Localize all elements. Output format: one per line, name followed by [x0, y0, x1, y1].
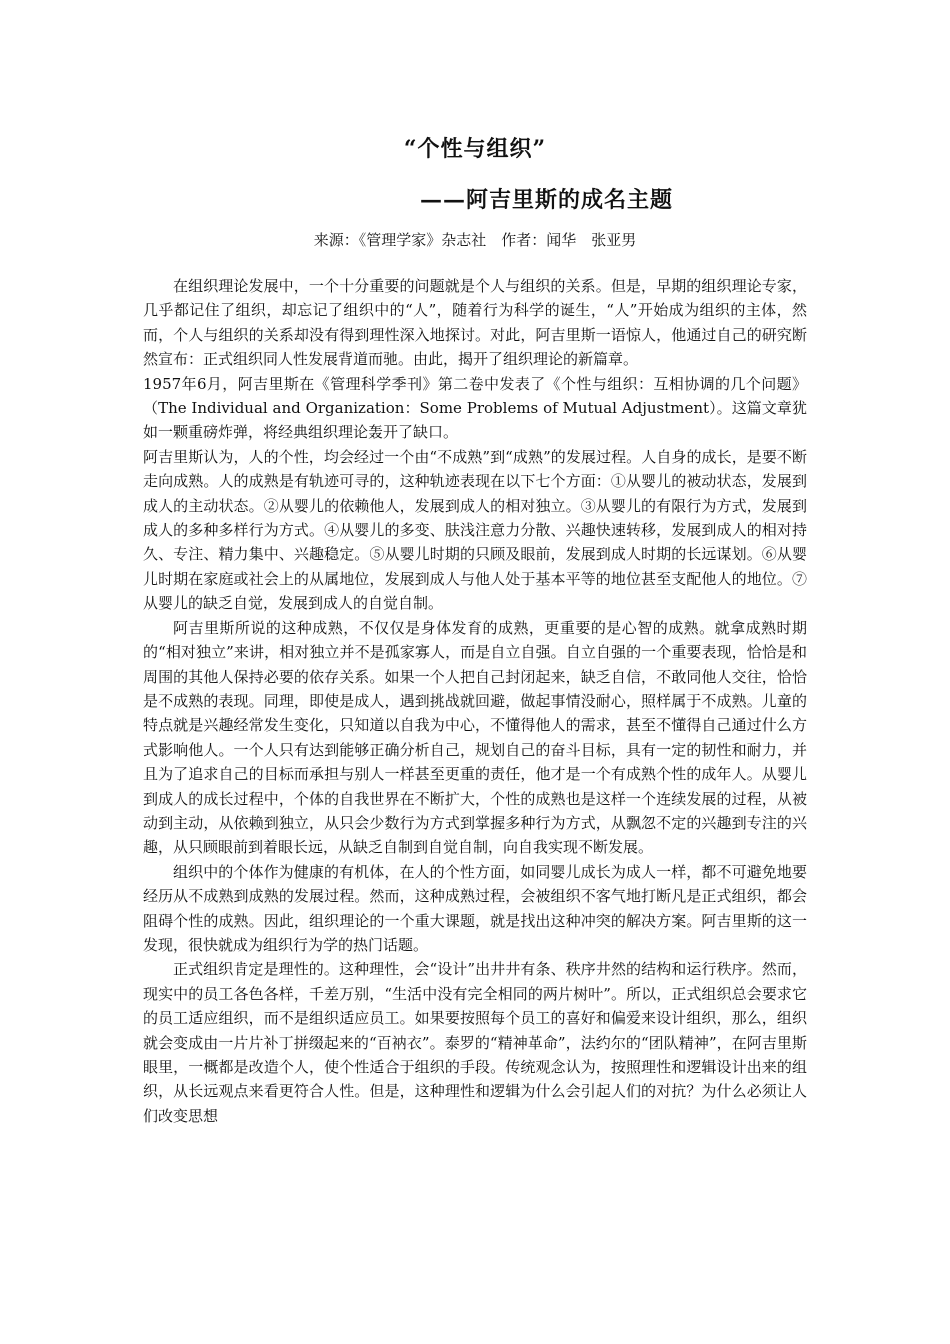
paragraph-organization-conflict: 组织中的个体作为健康的有机体，在人的个性方面，如同婴儿成长为成人一样，都不可避免地要经历从不成熟到成熟的发展过程。然而，这种成熟过程，会被组织不客气地打断凡是正式组织，都会阻碍个性的成熟。因此，组织理论的一个重大课题，就是找出这种冲突的解决方案。阿吉里斯的这一发现，很快就成为组织行为学的热门话题。 — [143, 862, 807, 954]
source-line: 来源：《管理学家》杂志社 作者：闻华 张亚男 — [313, 231, 637, 249]
page-subtitle: ——阿吉里斯的成名主题 — [420, 187, 674, 213]
article-body — [143, 274, 807, 1128]
paragraph-mental-maturity: 阿吉里斯所说的这种成熟，不仅仅是身体发育的成熟，更重要的是心智的成熟。就拿成熟时期的“相对独立”来讲，相对独立并不是孤家寡人，而是自立自强。自立自强的一个重要表现，恰恰是和周围的其他人保持必要的依存关系。如果一个人把自己封闭起来，缺乏自信，不敢同他人交往，恰恰是不成熟的表现。同理，即使是成人，遇到挑战就回避，做起事情没耐心，照样属于不成熟。儿童的特点就是兴趣经常发生变化，只知道以自我为中心，不懂得他人的需求，甚至不懂得自己通过什么方式影响他人。一个人只有达到能够正确分析自己，规划自己的奋斗目标，具有一定的韧性和耐力，并且为了追求自己的目标而承担与别人一样甚至更重的责任，他才是一个有成熟个性的成年人。从婴儿到成人的成长过程中，个体的自我世界在不断扩大，个性的成熟也是这样一个连续发展的过程，从被动到主动，从依赖到独立，从只会少数行为方式到掌握多种行为方式，从飘忽不定的兴趣到专注的兴趣，从只顾眼前到着眼长远，从缺乏自制到自觉自制，向自我实现不断发展。 — [143, 618, 807, 857]
page-title: “个性与组织” — [403, 136, 547, 162]
paragraph-intro: 在组织理论发展中，一个十分重要的问题就是个人与组织的关系。但是，早期的组织理论专家，几乎都记住了组织，却忘记了组织中的“人”，随着行为科学的诞生，“人”开始成为组织的主体，然而，个人与组织的关系却没有得到理性深入地探讨。对此，阿吉里斯一语惊人，他通过自己的研究断然宣布：正式组织同人性发展背道而驰。由此，揭开了组织理论的新篇章。 — [143, 277, 807, 369]
paragraph-maturity-stages: 阿吉里斯认为，人的个性，均会经过一个由“不成熟”到“成熟”的发展过程。人自身的成长，是要不断走向成熟。人的成熟是有轨迹可寻的，这种轨迹表现在以下七个方面：①从婴儿的被动状态，发展到成人的主动状态。②从婴儿的依赖他人，发展到成人的相对独立。③从婴儿的有限行为方式，发展到成人的多种多样行为方式。④从婴儿的多变、肤浅注意力分散、兴趣快速转移，发展到成人的相对持久、专注、精力集中、兴趣稳定。⑤从婴儿时期的只顾及眼前，发展到成人时期的长远谋划。⑥从婴儿时期在家庭或社会上的从属地位，发展到成人与他人处于基本平等的地位甚至支配他人的地位。⑦从婴儿的缺乏自觉，发展到成人的自觉自制。 — [143, 447, 807, 613]
paragraph-publication: 1957年6月，阿吉里斯在《管理科学季刊》第二卷中发表了《个性与组织：互相协调的几个问题》（The Individual and Organization：Some Problems of Mutual Adjustment）。这篇文章犹如一颗重磅炸弹，将经典组织理论轰开了缺口。 — [143, 374, 807, 442]
paragraph-formal-organization: 正式组织肯定是理性的。这种理性，会“设计”出井井有条、秩序井然的结构和运行秩序。然而，现实中的员工各色各样，千差万别，“生活中没有完全相同的两片树叶”。所以，正式组织总会要求它的员工适应组织，而不是组织适应员工。如果要按照每个员工的喜好和偏爱来设计组织，那么，组织就会变成由一片片补丁拼缀起来的“百衲衣”。泰罗的“精神革命”，法约尔的“团队精神”，在阿吉里斯眼里，一概都是改造个人，使个性适合于组织的手段。传统观念认为，按照理性和逻辑设计出来的组织，从长远观点来看更符合人性。但是，这种理性和逻辑为什么会引起人们的对抗？为什么必须让人们改变思想 — [143, 960, 807, 1125]
